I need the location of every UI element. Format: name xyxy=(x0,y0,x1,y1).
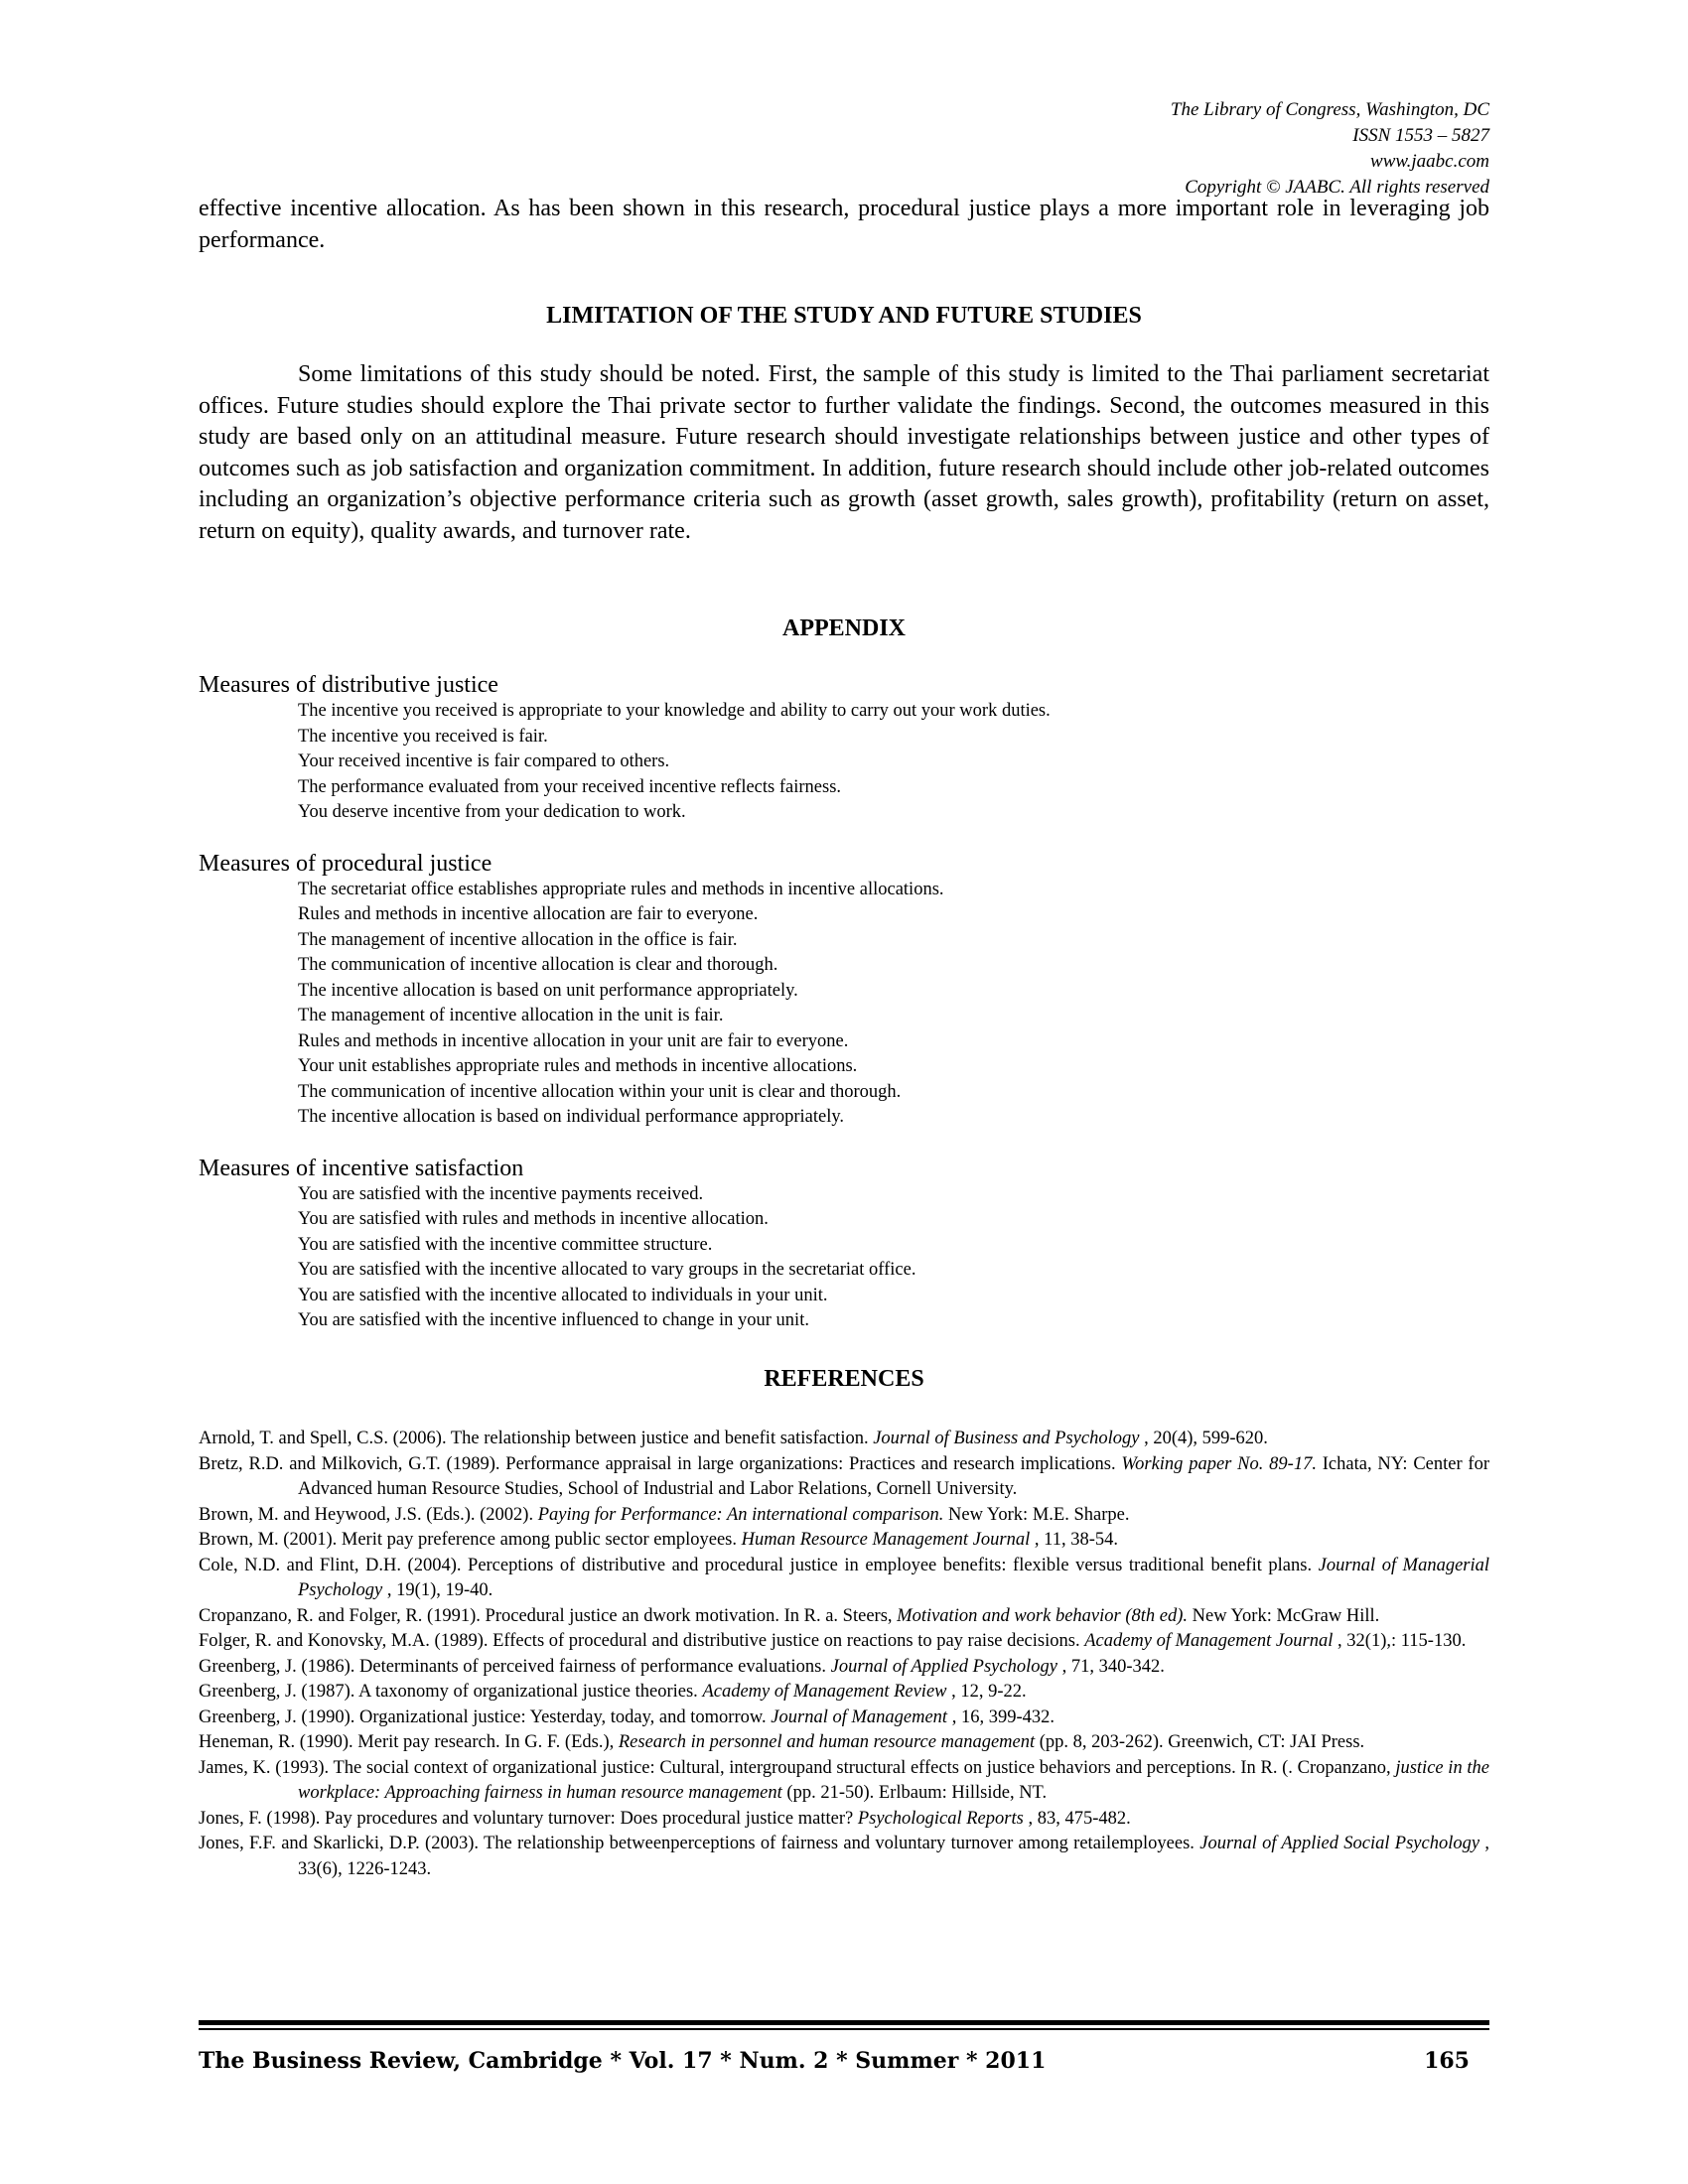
limitation-paragraph: Some limitations of this study should be noted. First, the sample of this study is limited to the Thai parliament secretariat offices. Future studies should explore the Thai private sector to further validate the findings. Second, the outcomes measured in this study are based only on an attitudinal measure. Future research should investigate relationships between justice and other types of outcomes such as job satisfaction and organization commitment. In addition, future research should include other job-related outcomes including an organization’s objective performance criteria such as growth (asset growth, sales growth), profitability (return on asset, return on equity), quality awards, and turnover rate. xyxy=(199,361,1489,544)
ref-text: Brown, M. (2001). Merit pay preference among public sector employees. xyxy=(199,1530,742,1550)
reference-entry xyxy=(199,1807,1489,1833)
measure-item: You are satisfied with the incentive allocated to individuals in your unit. xyxy=(298,1285,828,1305)
ref-details: , 71, 340-342. xyxy=(1056,1656,1165,1677)
measure-title: Measures of distributive justice xyxy=(199,672,498,698)
ref-details: (pp. 8, 203-262). Greenwich, CT: JAI Press. xyxy=(1035,1732,1365,1752)
ref-details: New York: M.E. Sharpe. xyxy=(943,1504,1130,1525)
ref-source: Research in personnel and human resource management xyxy=(618,1732,1036,1752)
measure-group-distributive xyxy=(199,671,1489,826)
footer-journal: The Business Review, Cambridge * Vol. 17 * Num. 2 * Summer * 2011 xyxy=(199,2048,1047,2074)
reference-entry xyxy=(199,1427,1489,1452)
reference-entry xyxy=(199,1629,1489,1655)
ref-source: Human Resource Management Journal xyxy=(741,1530,1031,1550)
footer-rule-thick xyxy=(199,2020,1489,2025)
ref-details: , 83, 475-482. xyxy=(1023,1808,1131,1829)
header-line-4: Copyright © JAABC. All rights reserved xyxy=(1185,177,1489,198)
reference-entry xyxy=(199,1655,1489,1681)
ref-text: Cole, N.D. and Flint, D.H. (2004). Perceptions of distributive and procedural justice in employee benefits: flexible versus traditional benefit plans. xyxy=(199,1555,1319,1575)
ref-details: New York: McGraw Hill. xyxy=(1188,1605,1380,1626)
ref-text: Arnold, T. and Spell, C.S. (2006). The relationship between justice and benefit satisfaction. xyxy=(199,1429,874,1448)
measure-title: Measures of procedural justice xyxy=(199,850,492,877)
reference-entry xyxy=(199,1554,1489,1604)
measure-item: You are satisfied with rules and methods in incentive allocation. xyxy=(298,1209,769,1229)
ref-details: , 20(4), 599-620. xyxy=(1139,1429,1268,1448)
ref-text: Jones, F. (1998). Pay procedures and voluntary turnover: Does procedural justice matter? xyxy=(199,1808,858,1829)
ref-details: , 16, 399-432. xyxy=(947,1706,1055,1727)
ref-text: James, K. (1993). The social context of organizational justice: Cultural, intergroupand structural effects on justice behaviors and perceptions. In R. (. Cropanzano, xyxy=(199,1757,1396,1778)
measure-item: The communication of incentive allocation is clear and thorough. xyxy=(298,955,778,975)
measure-item: The management of incentive allocation in the office is fair. xyxy=(298,929,738,950)
measure-title: Measures of incentive satisfaction xyxy=(199,1155,524,1181)
ref-source: Journal of Managerial Psychology xyxy=(298,1555,1490,1600)
measure-item: Rules and methods in incentive allocation are fair to everyone. xyxy=(298,904,759,924)
measure-item: You are satisfied with the incentive payments received. xyxy=(298,1183,704,1204)
ref-text: Greenberg, J. (1990). Organizational justice: Yesterday, today, and tomorrow. xyxy=(199,1706,772,1727)
reference-entry xyxy=(199,1452,1489,1503)
measure-item: The incentive allocation is based on individual performance appropriately. xyxy=(298,1107,845,1127)
reference-entry xyxy=(199,1706,1489,1731)
ref-source: Journal of Applied Psychology xyxy=(830,1656,1057,1677)
reference-entry xyxy=(199,1832,1489,1882)
reference-entry xyxy=(199,1680,1489,1706)
ref-text: Jones, F.F. and Skarlicki, D.P. (2003). The relationship betweenperceptions of fairness and voluntary turnover among retailemployees. xyxy=(199,1834,1200,1853)
measure-item: Rules and methods in incentive allocation in your unit are fair to everyone. xyxy=(298,1030,849,1051)
references-heading: REFERENCES xyxy=(764,1366,924,1392)
ref-source: Academy of Management Journal xyxy=(1084,1631,1334,1651)
limitation-heading: LIMITATION OF THE STUDY AND FUTURE STUDIES xyxy=(546,303,1142,329)
measure-item: The performance evaluated from your received incentive reflects fairness. xyxy=(298,776,842,797)
ref-details: , 33(6), 1226-1243. xyxy=(298,1834,1489,1879)
reference-entry xyxy=(199,1756,1489,1807)
page-number: 165 xyxy=(1424,2048,1470,2074)
ref-text: Cropanzano, R. and Folger, R. (1991). Procedural justice an dwork motivation. In R. a. Steers, xyxy=(199,1605,898,1626)
ref-text: Heneman, R. (1990). Merit pay research. In G. F. (Eds.), xyxy=(199,1732,619,1752)
ref-details: , 11, 38-54. xyxy=(1030,1530,1118,1550)
ref-source: justice in the workplace: Approaching fairness in human resource management xyxy=(298,1757,1489,1803)
header-line-1: The Library of Congress, Washington, DC xyxy=(1170,99,1489,120)
ref-details: , 32(1),: 115-130. xyxy=(1333,1631,1467,1651)
appendix-measures xyxy=(199,671,1489,1358)
measure-item: Your unit establishes appropriate rules and methods in incentive allocations. xyxy=(298,1056,858,1076)
measure-item: The incentive you received is fair. xyxy=(298,726,548,747)
measure-item: The incentive allocation is based on unit performance appropriately. xyxy=(298,980,798,1001)
ref-text: Bretz, R.D. and Milkovich, G.T. (1989). Performance appraisal in large organizations: Practices and research implications. xyxy=(199,1453,1122,1474)
measure-item: You are satisfied with the incentive allocated to vary groups in the secretariat office. xyxy=(298,1260,916,1280)
ref-source: Journal of Management xyxy=(771,1706,948,1727)
measure-group-procedural xyxy=(199,850,1489,1131)
reference-entry xyxy=(199,1730,1489,1756)
measure-item: The communication of incentive allocation within your unit is clear and thorough. xyxy=(298,1081,902,1102)
measure-item: You deserve incentive from your dedication to work. xyxy=(298,802,686,822)
measure-item: You are satisfied with the incentive committee structure. xyxy=(298,1234,713,1255)
ref-details: , 12, 9-22. xyxy=(946,1682,1027,1702)
measure-item: The management of incentive allocation in the unit is fair. xyxy=(298,1006,724,1025)
ref-source: Academy of Management Review xyxy=(702,1682,947,1702)
ref-text: Brown, M. and Heywood, J.S. (Eds.). (2002). xyxy=(199,1504,538,1525)
reference-entry xyxy=(199,1528,1489,1554)
footer-rule-thin xyxy=(199,2028,1489,2030)
reference-entry xyxy=(199,1503,1489,1529)
header-line-3: www.jaabc.com xyxy=(1370,151,1489,172)
measure-group-satisfaction xyxy=(199,1155,1489,1334)
ref-source: Journal of Applied Social Psychology xyxy=(1199,1834,1480,1853)
measure-item: You are satisfied with the incentive influenced to change in your unit. xyxy=(298,1310,809,1330)
ref-source: Motivation and work behavior (8th ed). xyxy=(897,1605,1189,1626)
header-line-2: ISSN 1553 – 5827 xyxy=(1352,125,1489,146)
ref-source: Psychological Reports xyxy=(857,1808,1024,1829)
ref-text: Greenberg, J. (1986). Determinants of perceived fairness of performance evaluations. xyxy=(199,1656,831,1677)
reference-list xyxy=(199,1427,1489,1882)
ref-source: Journal of Business and Psychology xyxy=(873,1429,1140,1448)
appendix-heading: APPENDIX xyxy=(782,615,906,641)
ref-details: , 19(1), 19-40. xyxy=(382,1580,493,1600)
measure-item: The secretariat office establishes appropriate rules and methods in incentive allocations. xyxy=(298,879,944,899)
ref-details: Ichata, NY: Center for Advanced human Resource Studies, School of Industrial and Labor Relations, Cornell University. xyxy=(298,1453,1489,1499)
ref-text: Folger, R. and Konovsky, M.A. (1989). Effects of procedural and distributive justice on reactions to pay raise decisions. xyxy=(199,1631,1085,1651)
ref-source: Paying for Performance: An international comparison. xyxy=(537,1504,944,1525)
intro-paragraph: effective incentive allocation. As has been shown in this research, procedural justice plays a more important role in leveraging job performance. xyxy=(199,196,1489,253)
journal-header xyxy=(1171,97,1489,201)
reference-entry xyxy=(199,1604,1489,1630)
ref-details: (pp. 21-50). Erlbaum: Hillside, NT. xyxy=(781,1783,1048,1803)
ref-text: Greenberg, J. (1987). A taxonomy of organizational justice theories. xyxy=(199,1682,703,1702)
ref-source: Working paper No. 89-17. xyxy=(1121,1453,1317,1474)
measure-item: Your received incentive is fair compared to others. xyxy=(298,751,670,771)
measure-item: The incentive you received is appropriate to your knowledge and ability to carry out your work duties. xyxy=(298,701,1051,721)
